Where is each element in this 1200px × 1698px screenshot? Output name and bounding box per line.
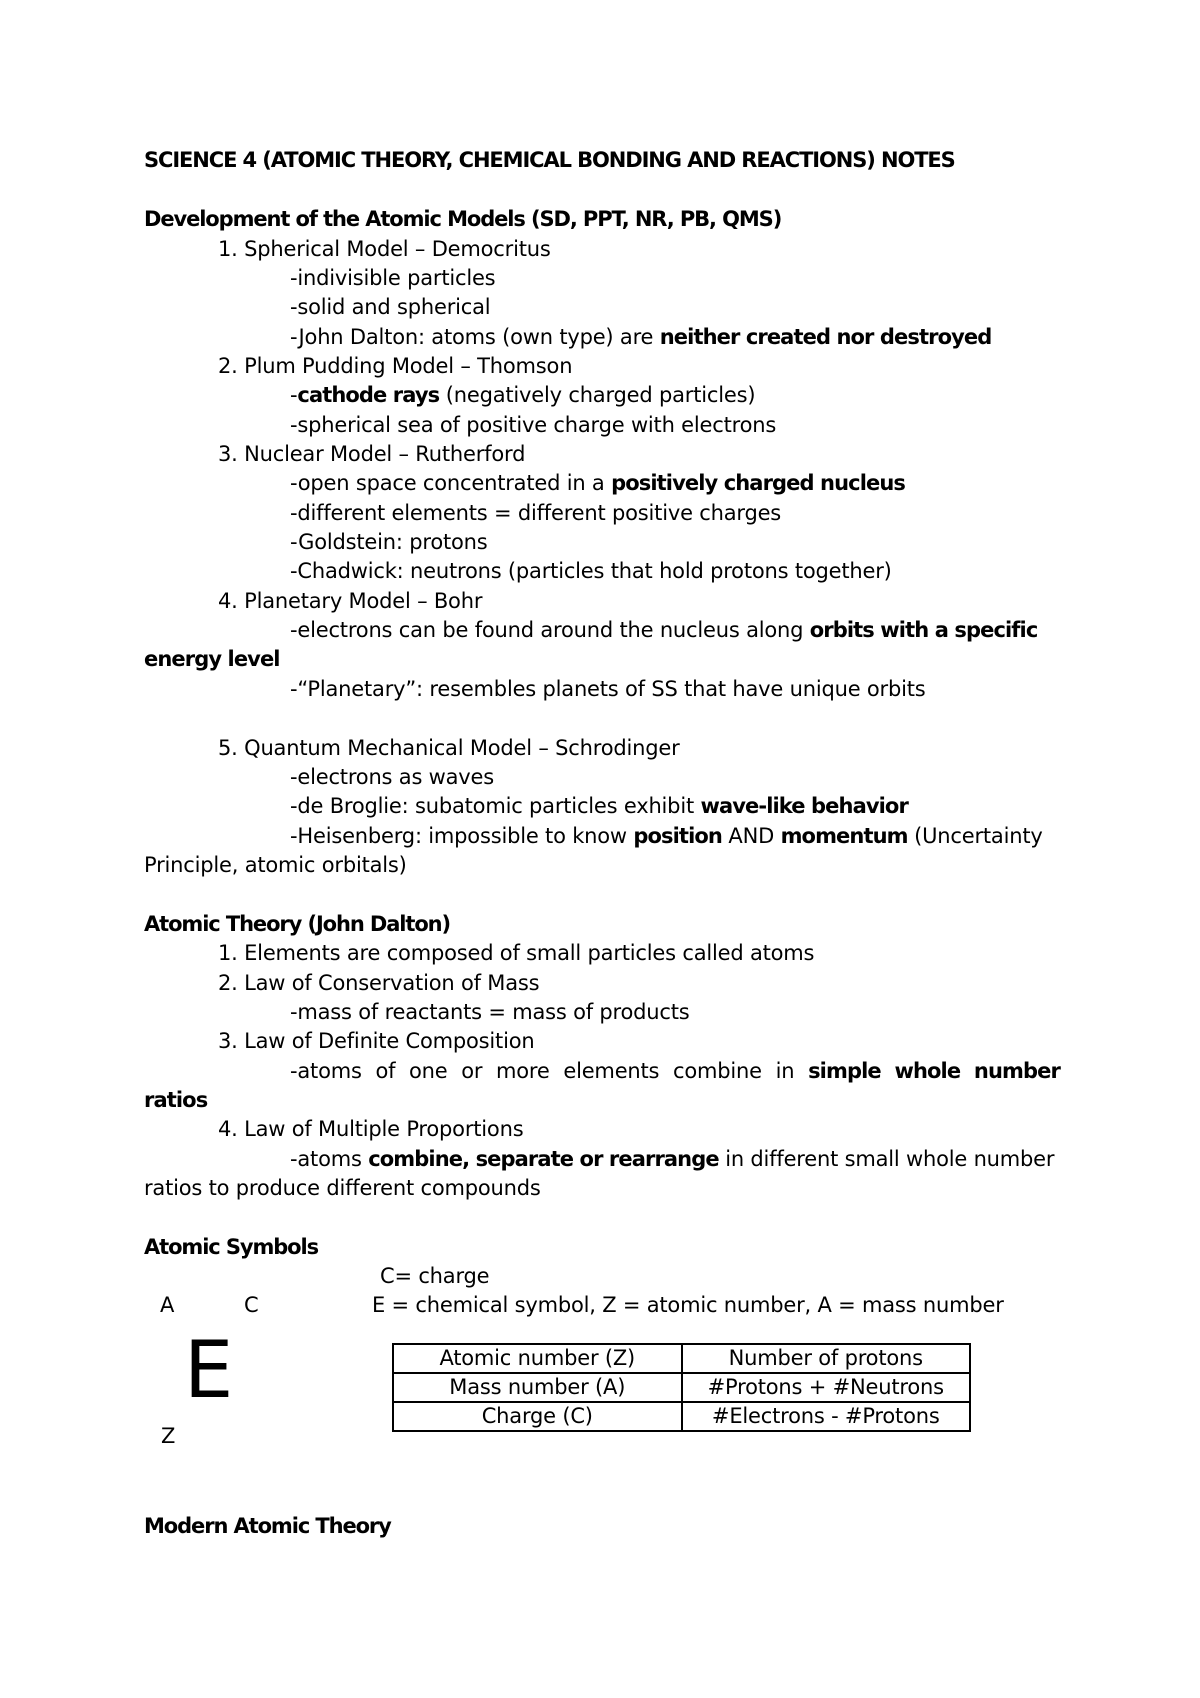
model-1-bullet: -solid and spherical [290,295,491,319]
model-2-bullet: -spherical sea of positive charge with electrons [290,413,777,437]
element-symbol: E [184,1326,234,1416]
charge-label: C [244,1293,259,1317]
models-heading: Development of the Atomic Models (SD, PPT, NR, PB, QMS) [144,207,782,231]
model-1-title: 1. Spherical Model – Democritus [218,237,551,261]
theory-item-4-bullet-continuation: ratios to produce different compounds [144,1176,541,1200]
theory-item-3-bullet-continuation: ratios [144,1088,208,1112]
model-4-bullet-continuation: energy level [144,647,280,671]
table-cell: Charge (C) [393,1402,682,1431]
table-cell: #Electrons - #Protons [682,1402,971,1431]
model-5-bullet: -Heisenberg: impossible to know position AND momentum (Uncertainty [290,824,1043,848]
atomic-number-label: Z [161,1424,176,1448]
model-3-bullet: -Chadwick: neutrons (particles that hold protons together) [290,559,892,583]
theory-item-2: 2. Law of Conservation of Mass [218,971,540,995]
model-5-bullet: -electrons as waves [290,765,494,789]
theory-item-1: 1. Elements are composed of small particles called atoms [218,941,815,965]
table-cell: Atomic number (Z) [393,1344,682,1373]
model-5-bullet: -de Broglie: subatomic particles exhibit wave-like behavior [290,794,908,818]
theory-item-4: 4. Law of Multiple Proportions [218,1117,524,1141]
table-cell: Number of protons [682,1344,971,1373]
table-row [393,1373,970,1402]
page-title: SCIENCE 4 (ATOMIC THEORY, CHEMICAL BONDING AND REACTIONS) NOTES [144,148,955,172]
table-row [393,1402,970,1431]
modern-heading: Modern Atomic Theory [144,1514,391,1538]
theory-item-2-bullet: -mass of reactants = mass of products [290,1000,690,1024]
table-cell: Mass number (A) [393,1373,682,1402]
theory-item-3: 3. Law of Definite Composition [218,1029,535,1053]
model-4-bullet: -“Planetary”: resembles planets of SS that have unique orbits [290,677,926,701]
model-4-title: 4. Planetary Model – Bohr [218,589,483,613]
charge-definition: C= charge [380,1264,490,1288]
table-row [393,1344,970,1373]
model-1-bullet: -indivisible particles [290,266,496,290]
model-3-title: 3. Nuclear Model – Rutherford [218,442,526,466]
model-1-bullet: -John Dalton: atoms (own type) are neither created nor destroyed [290,325,992,349]
theory-heading: Atomic Theory (John Dalton) [144,912,451,936]
theory-item-4-bullet: -atoms combine, separate or rearrange in different small whole number [290,1147,1055,1171]
model-3-bullet: -Goldstein: protons [290,530,488,554]
model-3-bullet: -different elements = different positive charges [290,501,782,525]
model-2-title: 2. Plum Pudding Model – Thomson [218,354,573,378]
theory-item-3-bullet: -atoms of one or more elements combine in simple whole number [290,1059,1060,1083]
model-5-title: 5. Quantum Mechanical Model – Schrodinger [218,736,680,760]
model-2-bullet: -cathode rays (negatively charged particles) [290,383,756,407]
mass-number-label: A [160,1293,175,1317]
table-cell: #Protons + #Neutrons [682,1373,971,1402]
model-5-bullet-continuation: Principle, atomic orbitals) [144,853,407,877]
symbol-table [392,1343,971,1432]
model-3-bullet: -open space concentrated in a positively charged nucleus [290,471,905,495]
symbols-heading: Atomic Symbols [144,1235,319,1259]
model-4-bullet: -electrons can be found around the nucleus along orbits with a specific [290,618,1038,642]
symbol-definitions: E = chemical symbol, Z = atomic number, A = mass number [372,1293,1004,1317]
